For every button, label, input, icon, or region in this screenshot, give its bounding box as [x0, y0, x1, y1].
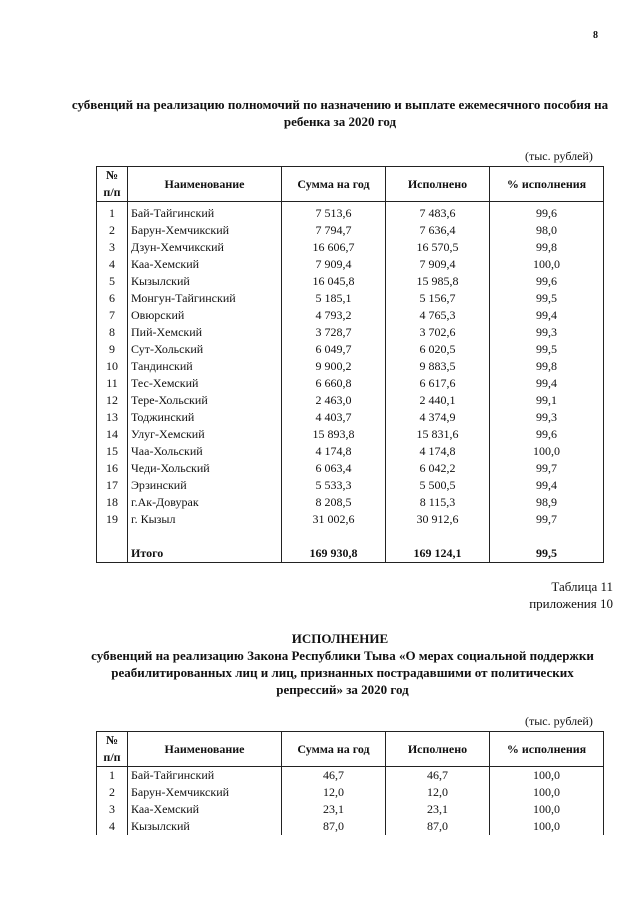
- section1-title: субвенций на реализацию полномочий по назначению и выплате ежемесячного пособия на ребенка за 2020 год: [71, 97, 609, 129]
- row-percent: 99,8: [490, 358, 604, 375]
- row-number: 3: [97, 801, 128, 818]
- row-number: 12: [97, 392, 128, 409]
- row-name: Овюрский: [128, 307, 282, 324]
- row-name: Тандинский: [128, 358, 282, 375]
- table-row: [97, 375, 604, 392]
- row-name: Кызылский: [128, 818, 282, 835]
- row-percent: 99,6: [490, 426, 604, 443]
- row-percent: 100,0: [490, 443, 604, 460]
- row-percent: 99,5: [490, 341, 604, 358]
- row-name: г.Ак-Довурак: [128, 494, 282, 511]
- table-caption-appendix: приложения 10: [529, 596, 613, 611]
- row-number: 16: [97, 460, 128, 477]
- row-name: Бай-Тайгинский: [128, 767, 282, 785]
- row-name: Тере-Хольский: [128, 392, 282, 409]
- row-percent: 100,0: [490, 784, 604, 801]
- row-name: Дзун-Хемчикский: [128, 239, 282, 256]
- row-number: 11: [97, 375, 128, 392]
- row-executed: 15 985,8: [386, 273, 490, 290]
- row-name: Эрзинский: [128, 477, 282, 494]
- row-annual-sum: 9 900,2: [282, 358, 386, 375]
- table-caption-number: Таблица 11: [551, 579, 613, 594]
- row-annual-sum: 7 909,4: [282, 256, 386, 273]
- row-annual-sum: 6 063,4: [282, 460, 386, 477]
- header-percent: % исполнения: [490, 732, 604, 767]
- row-percent: 99,6: [490, 202, 604, 223]
- header-executed: Исполнено: [386, 167, 490, 202]
- header-annual-sum: Сумма на год: [282, 732, 386, 767]
- row-annual-sum: 6 660,8: [282, 375, 386, 392]
- row-name: Барун-Хемчикский: [128, 784, 282, 801]
- total-label: Итого: [128, 545, 282, 563]
- row-executed: 7 909,4: [386, 256, 490, 273]
- spacer-cell: [97, 528, 128, 545]
- row-name: Тес-Хемский: [128, 375, 282, 392]
- spacer-cell: [128, 528, 282, 545]
- row-executed: 6 020,5: [386, 341, 490, 358]
- row-executed: 6 617,6: [386, 375, 490, 392]
- row-executed: 3 702,6: [386, 324, 490, 341]
- header-name: Наименование: [128, 167, 282, 202]
- row-number: 4: [97, 256, 128, 273]
- table1-body: [97, 202, 604, 563]
- table-row: [97, 818, 604, 835]
- row-annual-sum: 7 794,7: [282, 222, 386, 239]
- row-annual-sum: 4 793,2: [282, 307, 386, 324]
- section1-unit: (тыс. рублей): [525, 149, 593, 163]
- row-number: 8: [97, 324, 128, 341]
- table-row: [97, 307, 604, 324]
- total-row: [97, 545, 604, 563]
- row-number: 10: [97, 358, 128, 375]
- row-number: 17: [97, 477, 128, 494]
- total-number-cell: [97, 545, 128, 563]
- row-percent: 99,4: [490, 307, 604, 324]
- row-name: Пий-Хемский: [128, 324, 282, 341]
- row-executed: 4 765,3: [386, 307, 490, 324]
- table-row: [97, 494, 604, 511]
- row-percent: 99,7: [490, 460, 604, 477]
- table-row: [97, 460, 604, 477]
- row-annual-sum: 2 463,0: [282, 392, 386, 409]
- table-row: [97, 767, 604, 785]
- row-executed: 5 156,7: [386, 290, 490, 307]
- row-number: 3: [97, 239, 128, 256]
- row-percent: 99,5: [490, 290, 604, 307]
- table-row: [97, 273, 604, 290]
- spacer-cell: [490, 528, 604, 545]
- row-number: 1: [97, 767, 128, 785]
- row-number: 4: [97, 818, 128, 835]
- row-number: 2: [97, 222, 128, 239]
- row-annual-sum: 6 049,7: [282, 341, 386, 358]
- row-annual-sum: 3 728,7: [282, 324, 386, 341]
- row-number: 6: [97, 290, 128, 307]
- row-annual-sum: 31 002,6: [282, 511, 386, 528]
- table-row: [97, 392, 604, 409]
- table-row: [97, 239, 604, 256]
- row-percent: 99,4: [490, 477, 604, 494]
- row-percent: 98,9: [490, 494, 604, 511]
- table-row: [97, 511, 604, 528]
- row-name: Чаа-Хольский: [128, 443, 282, 460]
- row-percent: 99,4: [490, 375, 604, 392]
- row-number: 5: [97, 273, 128, 290]
- table-row: [97, 341, 604, 358]
- row-number: 2: [97, 784, 128, 801]
- row-percent: 99,1: [490, 392, 604, 409]
- header-executed: Исполнено: [386, 732, 490, 767]
- table-row: [97, 222, 604, 239]
- table-row: [97, 324, 604, 341]
- header-annual-sum: Сумма на год: [282, 167, 386, 202]
- row-executed: 7 483,6: [386, 202, 490, 223]
- table-row: [97, 358, 604, 375]
- spacer-row: [97, 528, 604, 545]
- row-percent: 99,6: [490, 273, 604, 290]
- row-percent: 99,8: [490, 239, 604, 256]
- total-executed: 169 124,1: [386, 545, 490, 563]
- row-name: Бай-Тайгинский: [128, 202, 282, 223]
- subvention-table-1: [96, 166, 604, 563]
- row-annual-sum: 16 045,8: [282, 273, 386, 290]
- row-annual-sum: 5 533,3: [282, 477, 386, 494]
- header-name: Наименование: [128, 732, 282, 767]
- row-annual-sum: 8 208,5: [282, 494, 386, 511]
- subvention-table-2: [96, 731, 604, 835]
- total-annual-sum: 169 930,8: [282, 545, 386, 563]
- row-executed: 30 912,6: [386, 511, 490, 528]
- row-annual-sum: 15 893,8: [282, 426, 386, 443]
- row-number: 1: [97, 202, 128, 223]
- row-executed: 8 115,3: [386, 494, 490, 511]
- row-name: Кызылский: [128, 273, 282, 290]
- row-annual-sum: 5 185,1: [282, 290, 386, 307]
- row-number: 18: [97, 494, 128, 511]
- row-number: 9: [97, 341, 128, 358]
- row-name: Тоджинский: [128, 409, 282, 426]
- row-executed: 15 831,6: [386, 426, 490, 443]
- row-number: 13: [97, 409, 128, 426]
- spacer-cell: [282, 528, 386, 545]
- section2-title: субвенций на реализацию Закона Республики Тыва «О мерах социальной поддержки реабилитированных лиц и лиц, признанных пострадавшими от политических репрессий» за 2020 год: [91, 648, 594, 697]
- row-percent: 99,3: [490, 409, 604, 426]
- row-executed: 2 440,1: [386, 392, 490, 409]
- row-executed: 87,0: [386, 818, 490, 835]
- row-executed: 46,7: [386, 767, 490, 785]
- header-no: № п/п: [97, 732, 128, 767]
- row-executed: 12,0: [386, 784, 490, 801]
- header-percent: % исполнения: [490, 167, 604, 202]
- header-no: № п/п: [97, 167, 128, 202]
- row-number: 15: [97, 443, 128, 460]
- table-row: [97, 801, 604, 818]
- row-annual-sum: 12,0: [282, 784, 386, 801]
- row-percent: 100,0: [490, 818, 604, 835]
- row-percent: 100,0: [490, 801, 604, 818]
- section2-title-main: ИСПОЛНЕНИЕ: [291, 631, 389, 646]
- table-row: [97, 784, 604, 801]
- row-number: 19: [97, 511, 128, 528]
- row-annual-sum: 16 606,7: [282, 239, 386, 256]
- table-row: [97, 443, 604, 460]
- row-executed: 4 374,9: [386, 409, 490, 426]
- row-annual-sum: 7 513,6: [282, 202, 386, 223]
- table-row: [97, 202, 604, 223]
- table-row: [97, 477, 604, 494]
- row-name: Чеди-Хольский: [128, 460, 282, 477]
- row-executed: 9 883,5: [386, 358, 490, 375]
- row-annual-sum: 46,7: [282, 767, 386, 785]
- row-name: Монгун-Тайгинский: [128, 290, 282, 307]
- row-annual-sum: 87,0: [282, 818, 386, 835]
- row-executed: 16 570,5: [386, 239, 490, 256]
- row-annual-sum: 4 174,8: [282, 443, 386, 460]
- row-number: 14: [97, 426, 128, 443]
- row-name: Сут-Хольский: [128, 341, 282, 358]
- row-executed: 4 174,8: [386, 443, 490, 460]
- row-name: Каа-Хемский: [128, 801, 282, 818]
- total-percent: 99,5: [490, 545, 604, 563]
- row-executed: 7 636,4: [386, 222, 490, 239]
- row-annual-sum: 4 403,7: [282, 409, 386, 426]
- table-row: [97, 409, 604, 426]
- row-annual-sum: 23,1: [282, 801, 386, 818]
- table2-body: [97, 767, 604, 836]
- row-percent: 98,0: [490, 222, 604, 239]
- row-name: Каа-Хемский: [128, 256, 282, 273]
- row-executed: 5 500,5: [386, 477, 490, 494]
- table-row: [97, 426, 604, 443]
- row-percent: 100,0: [490, 767, 604, 785]
- page-number: 8: [593, 30, 598, 41]
- section2-unit: (тыс. рублей): [525, 714, 593, 728]
- row-percent: 99,7: [490, 511, 604, 528]
- row-percent: 100,0: [490, 256, 604, 273]
- spacer-cell: [386, 528, 490, 545]
- table-row: [97, 256, 604, 273]
- row-name: г. Кызыл: [128, 511, 282, 528]
- row-executed: 6 042,2: [386, 460, 490, 477]
- row-number: 7: [97, 307, 128, 324]
- table-row: [97, 290, 604, 307]
- row-executed: 23,1: [386, 801, 490, 818]
- row-percent: 99,3: [490, 324, 604, 341]
- row-name: Барун-Хемчикский: [128, 222, 282, 239]
- row-name: Улуг-Хемский: [128, 426, 282, 443]
